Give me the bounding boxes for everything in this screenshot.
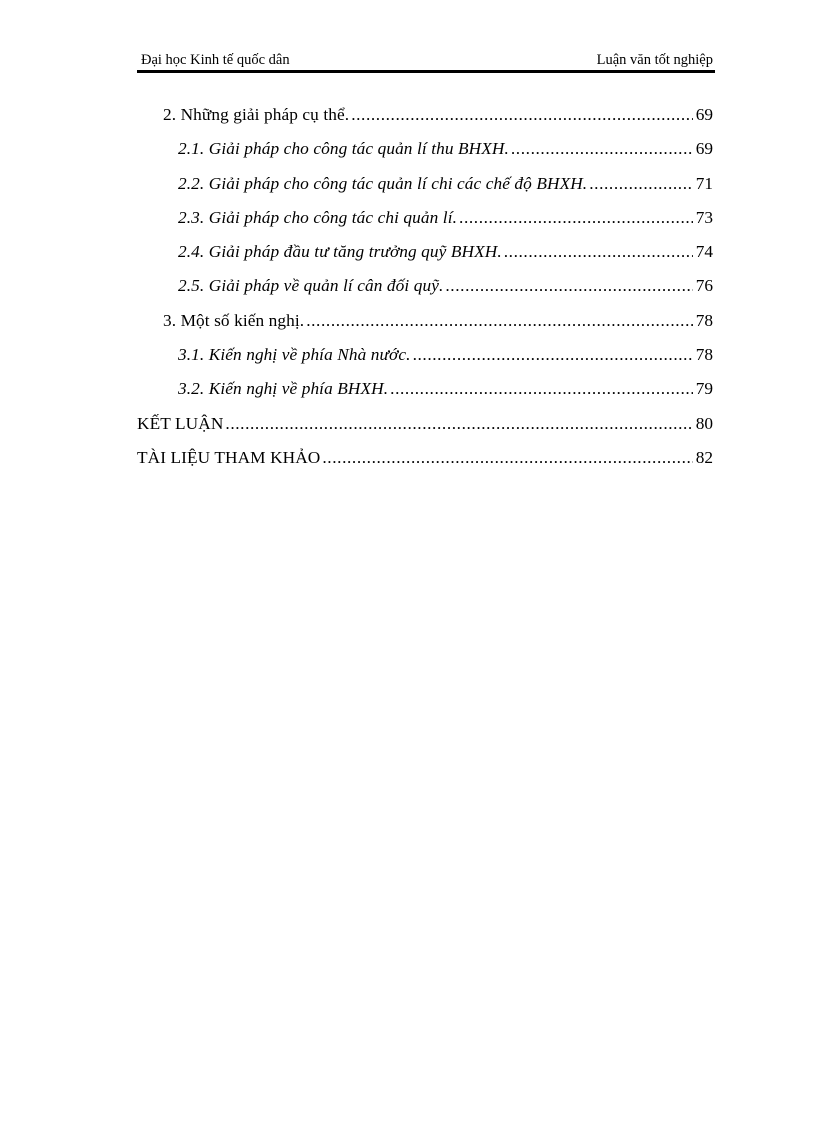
toc-entry[interactable] [137,132,713,166]
toc-page-number: 71 [695,173,713,193]
toc-page-number: 79 [695,379,713,399]
toc-page-number: 69 [695,105,713,124]
header-thesis-label: Luận văn tốt nghiệp [596,52,713,68]
toc-entry-title: 2. Những giải pháp cụ thể. [163,105,350,124]
toc-page-number: 69 [695,139,713,159]
toc-entry-title: 2.3. Giải pháp cho công tác chi quản lí. [178,207,458,227]
toc-dot-leader [589,167,693,201]
toc-dot-leader [225,407,693,441]
toc-dot-leader [445,269,693,303]
table-of-contents [137,98,713,475]
toc-page-number: 78 [695,310,713,330]
toc-page-number: 74 [695,242,713,262]
toc-page-number: 76 [695,276,713,296]
toc-entry-title: 2.4. Giải pháp đầu tư tăng trưởng quỹ BHXH. [178,242,502,262]
toc-dot-leader [390,372,693,406]
toc-dot-leader [511,132,693,166]
toc-entry[interactable] [137,338,713,372]
toc-entry[interactable] [137,304,713,338]
toc-entry[interactable] [137,201,713,235]
toc-page-number: 78 [695,345,713,365]
toc-entry-title: 3.2. Kiến nghị về phía BHXH. [178,379,389,399]
toc-entry[interactable] [137,235,713,269]
toc-dot-leader [413,338,693,372]
toc-entry[interactable] [137,441,713,475]
toc-page-number: 73 [695,207,713,227]
toc-dot-leader [504,235,693,269]
toc-dot-leader [306,304,693,338]
toc-dot-leader [351,98,693,132]
header-university: Đại học Kinh tế quốc dân [141,52,290,68]
toc-entry-title: 3. Một số kiến nghị. [163,310,305,330]
toc-entry-title: 2.5. Giải pháp về quản lí cân đối quỹ. [178,276,444,296]
header-divider [137,70,715,73]
toc-entry[interactable] [137,98,713,132]
toc-entry[interactable] [137,407,713,441]
toc-page-number: 80 [695,413,713,433]
toc-entry-title: TÀI LIỆU THAM KHẢO [137,447,321,467]
toc-dot-leader [459,201,693,235]
toc-entry-title: KẾT LUẬN [137,413,224,433]
toc-entry-title: 2.1. Giải pháp cho công tác quản lí thu BHXH. [178,139,509,159]
toc-entry[interactable] [137,372,713,406]
toc-entry[interactable] [137,269,713,303]
toc-entry-title: 3.1. Kiến nghị về phía Nhà nước. [178,345,411,365]
toc-page-number: 82 [695,447,713,467]
toc-entry-title: 2.2. Giải pháp cho công tác quản lí chi các chế độ BHXH. [178,173,588,193]
toc-entry[interactable] [137,167,713,201]
toc-dot-leader [322,441,693,475]
page-header [137,50,715,72]
